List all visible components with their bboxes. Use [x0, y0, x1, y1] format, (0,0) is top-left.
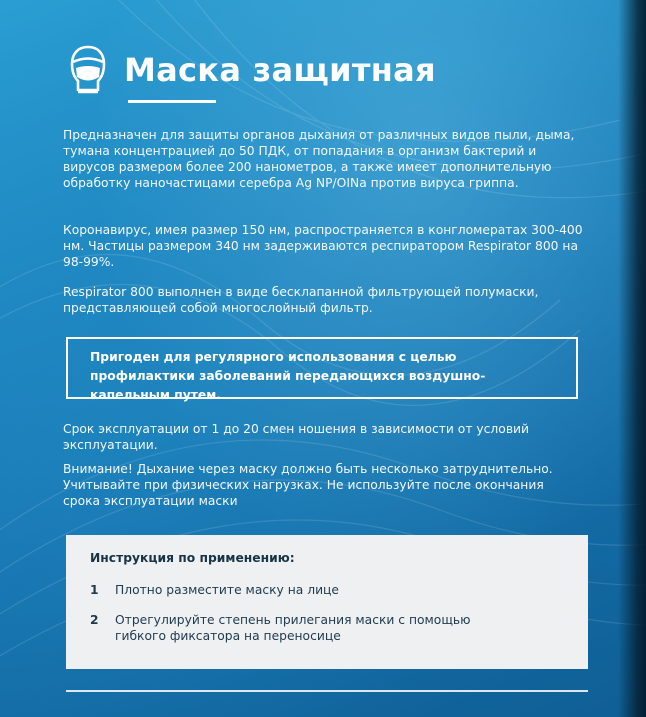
step-number: 1: [90, 583, 99, 597]
coronavirus-paragraph: Коронавирус, имея размер 150 нм, распространяется в конгломератах 300-400 нм. Частицы размером 340 нм задерживаются респиратором Respirator 800 на 98-99%.: [63, 223, 583, 269]
instruction-step: [90, 612, 564, 644]
instructions-title: Инструкция по применению:: [90, 551, 295, 565]
page-title: Маска защитная: [124, 51, 436, 89]
service-life-paragraph: Срок эксплуатации от 1 до 20 смен ношения в зависимости от условий эксплуатации.: [63, 422, 530, 452]
notice-box: [66, 337, 578, 402]
bottom-divider: [66, 690, 588, 692]
description-paragraph: Предназначен для защиты органов дыхания от различных видов пыли, дыма, тумана концентрацией до 50 ПДК, от попадания в организм бактерий и вирусов размером более 200 нанометров, а также имеет дополнительную обработку наночастицами серебра Ag NP/OINa против вируса гриппа.: [63, 128, 575, 190]
step-number: 2: [90, 613, 99, 627]
header: [66, 44, 436, 96]
instructions-panel: [66, 535, 588, 669]
warning-paragraph: Внимание! Дыхание через маску должно быть несколько затруднительно. Учитывайте при физических нагрузках. Не используйте после окончания срока эксплуатации маски: [63, 462, 553, 508]
photo-edge-shadow: [618, 0, 646, 717]
design-paragraph: Respirator 800 выполнен в виде бесклапанной фильтрующей полумаски, представляющей собой многослойный фильтр.: [63, 285, 539, 315]
notice-text: Пригоден для регулярного использования с целью профилактики заболеваний передающихся воздушно-капельным путем.: [90, 350, 486, 402]
title-underline: [128, 100, 216, 103]
face-mask-icon: [66, 44, 110, 96]
step-text: Плотно разместите маску на лице: [115, 583, 339, 597]
instruction-step: [90, 582, 564, 598]
step-text: Отрегулируйте степень прилегания маски с помощью гибкого фиксатора на переносице: [115, 613, 471, 643]
